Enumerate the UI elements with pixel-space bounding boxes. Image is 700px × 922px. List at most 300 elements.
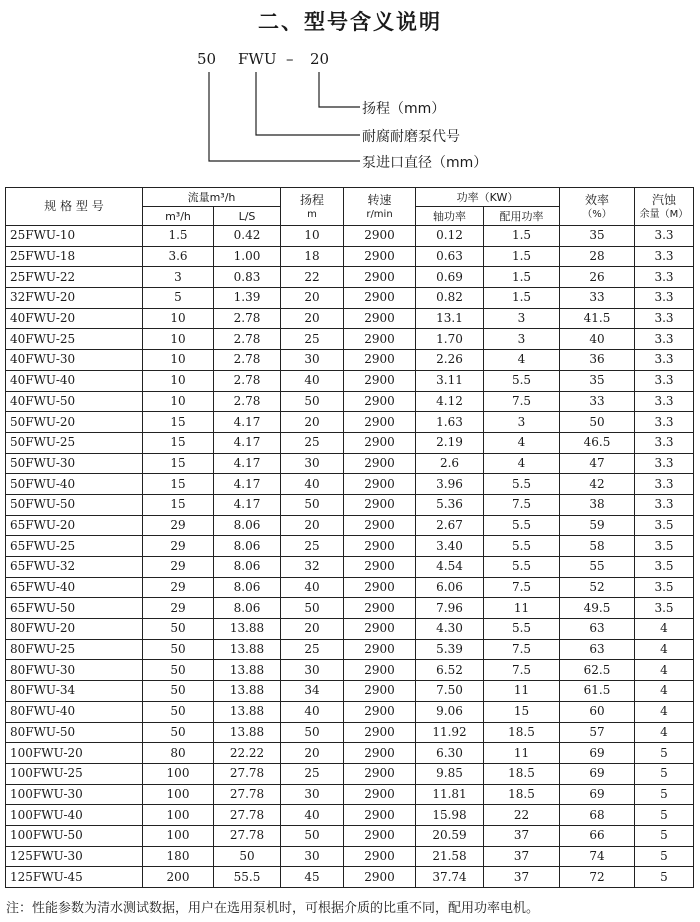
table-row <box>6 825 694 846</box>
cell-speed: 2900 <box>344 288 416 309</box>
cell-flow-ls: 27.78 <box>214 825 281 846</box>
model-code-diagram <box>0 0 700 180</box>
cell-speed: 2900 <box>344 267 416 288</box>
cell-model: 65FWU-50 <box>6 598 143 619</box>
cell-shaft-power: 4.12 <box>416 391 484 412</box>
cell-flow-m3h: 180 <box>143 846 214 867</box>
cell-flow-ls: 13.88 <box>214 639 281 660</box>
cell-head: 20 <box>281 619 344 640</box>
cell-flow-m3h: 100 <box>143 805 214 826</box>
cell-speed: 2900 <box>344 743 416 764</box>
cell-npsh: 3.3 <box>635 350 694 371</box>
cell-motor-power: 7.5 <box>484 639 560 660</box>
cell-head: 22 <box>281 267 344 288</box>
cell-model: 65FWU-40 <box>6 577 143 598</box>
table-row <box>6 288 694 309</box>
cell-model: 65FWU-25 <box>6 536 143 557</box>
cell-efficiency: 35 <box>560 370 635 391</box>
cell-npsh: 3.3 <box>635 329 694 350</box>
cell-speed: 2900 <box>344 308 416 329</box>
cell-flow-ls: 8.06 <box>214 515 281 536</box>
cell-shaft-power: 2.6 <box>416 453 484 474</box>
table-row <box>6 226 694 247</box>
cell-flow-m3h: 10 <box>143 329 214 350</box>
bracket-head-line <box>319 72 360 107</box>
cell-flow-ls: 1.00 <box>214 246 281 267</box>
cell-model: 80FWU-30 <box>6 660 143 681</box>
cell-efficiency: 61.5 <box>560 681 635 702</box>
cell-head: 20 <box>281 412 344 433</box>
table-row <box>6 701 694 722</box>
cell-flow-m3h: 3 <box>143 267 214 288</box>
cell-model: 65FWU-20 <box>6 515 143 536</box>
cell-flow-ls: 8.06 <box>214 598 281 619</box>
cell-speed: 2900 <box>344 494 416 515</box>
cell-efficiency: 28 <box>560 246 635 267</box>
cell-speed: 2900 <box>344 577 416 598</box>
cell-model: 40FWU-25 <box>6 329 143 350</box>
spec-table <box>5 187 694 888</box>
cell-efficiency: 33 <box>560 288 635 309</box>
cell-flow-ls: 27.78 <box>214 763 281 784</box>
cell-model: 100FWU-30 <box>6 784 143 805</box>
cell-shaft-power: 2.67 <box>416 515 484 536</box>
cell-efficiency: 49.5 <box>560 598 635 619</box>
cell-motor-power: 3 <box>484 329 560 350</box>
cell-efficiency: 59 <box>560 515 635 536</box>
cell-npsh: 5 <box>635 846 694 867</box>
cell-flow-ls: 50 <box>214 846 281 867</box>
cell-efficiency: 72 <box>560 867 635 888</box>
cell-speed: 2900 <box>344 619 416 640</box>
cell-motor-power: 5.5 <box>484 619 560 640</box>
cell-head: 45 <box>281 867 344 888</box>
cell-flow-ls: 13.88 <box>214 701 281 722</box>
header-head <box>281 188 344 226</box>
cell-speed: 2900 <box>344 536 416 557</box>
cell-flow-m3h: 50 <box>143 619 214 640</box>
cell-head: 25 <box>281 329 344 350</box>
cell-flow-m3h: 29 <box>143 598 214 619</box>
cell-motor-power: 22 <box>484 805 560 826</box>
cell-head: 20 <box>281 515 344 536</box>
cell-npsh: 3.3 <box>635 308 694 329</box>
page-title: 二、型号含义说明 <box>258 10 442 34</box>
cell-shaft-power: 20.59 <box>416 825 484 846</box>
cell-model: 125FWU-30 <box>6 846 143 867</box>
cell-npsh: 3.3 <box>635 412 694 433</box>
cell-motor-power: 1.5 <box>484 267 560 288</box>
cell-flow-m3h: 5 <box>143 288 214 309</box>
cell-npsh: 4 <box>635 660 694 681</box>
legend-head: 扬程（mm） <box>362 101 446 117</box>
cell-speed: 2900 <box>344 557 416 578</box>
cell-flow-m3h: 200 <box>143 867 214 888</box>
cell-flow-ls: 8.06 <box>214 557 281 578</box>
cell-shaft-power: 9.85 <box>416 763 484 784</box>
cell-flow-m3h: 100 <box>143 763 214 784</box>
spec-table-body <box>6 226 694 888</box>
cell-efficiency: 63 <box>560 619 635 640</box>
cell-model: 80FWU-34 <box>6 681 143 702</box>
cell-flow-ls: 13.88 <box>214 660 281 681</box>
cell-motor-power: 5.5 <box>484 474 560 495</box>
cell-shaft-power: 5.36 <box>416 494 484 515</box>
cell-shaft-power: 0.63 <box>416 246 484 267</box>
cell-shaft-power: 1.70 <box>416 329 484 350</box>
cell-head: 40 <box>281 474 344 495</box>
code-head: 20 <box>310 50 330 68</box>
cell-flow-m3h: 15 <box>143 432 214 453</box>
cell-flow-ls: 13.88 <box>214 722 281 743</box>
cell-speed: 2900 <box>344 867 416 888</box>
cell-flow-ls: 0.83 <box>214 267 281 288</box>
table-row <box>6 515 694 536</box>
cell-head: 30 <box>281 784 344 805</box>
cell-efficiency: 68 <box>560 805 635 826</box>
cell-speed: 2900 <box>344 722 416 743</box>
table-row <box>6 639 694 660</box>
cell-motor-power: 37 <box>484 825 560 846</box>
table-row <box>6 557 694 578</box>
cell-npsh: 4 <box>635 722 694 743</box>
cell-head: 50 <box>281 722 344 743</box>
cell-speed: 2900 <box>344 474 416 495</box>
cell-flow-ls: 13.88 <box>214 681 281 702</box>
cell-npsh: 3.3 <box>635 453 694 474</box>
cell-efficiency: 46.5 <box>560 432 635 453</box>
cell-flow-ls: 2.78 <box>214 391 281 412</box>
table-row <box>6 246 694 267</box>
header-npsh-unit: 余量（M） <box>639 209 689 220</box>
cell-shaft-power: 0.69 <box>416 267 484 288</box>
cell-model: 50FWU-40 <box>6 474 143 495</box>
cell-speed: 2900 <box>344 763 416 784</box>
cell-head: 50 <box>281 391 344 412</box>
cell-model: 25FWU-10 <box>6 226 143 247</box>
cell-flow-ls: 27.78 <box>214 805 281 826</box>
cell-flow-m3h: 50 <box>143 701 214 722</box>
cell-flow-ls: 4.17 <box>214 494 281 515</box>
header-shaft-power: 轴功率 <box>416 207 484 226</box>
cell-head: 50 <box>281 598 344 619</box>
cell-head: 18 <box>281 246 344 267</box>
header-npsh <box>635 188 694 226</box>
header-flow-m3h: m³/h <box>143 207 214 226</box>
cell-model: 50FWU-20 <box>6 412 143 433</box>
cell-model: 50FWU-50 <box>6 494 143 515</box>
cell-npsh: 3.3 <box>635 474 694 495</box>
cell-head: 30 <box>281 350 344 371</box>
cell-npsh: 3.3 <box>635 494 694 515</box>
cell-flow-ls: 2.78 <box>214 350 281 371</box>
header-efficiency <box>560 188 635 226</box>
cell-head: 30 <box>281 846 344 867</box>
cell-model: 100FWU-50 <box>6 825 143 846</box>
cell-speed: 2900 <box>344 681 416 702</box>
cell-flow-ls: 13.88 <box>214 619 281 640</box>
header-efficiency-unit: （%） <box>582 209 612 220</box>
cell-shaft-power: 2.19 <box>416 432 484 453</box>
cell-motor-power: 3 <box>484 412 560 433</box>
cell-shaft-power: 4.30 <box>416 619 484 640</box>
cell-shaft-power: 3.96 <box>416 474 484 495</box>
table-row <box>6 267 694 288</box>
cell-efficiency: 62.5 <box>560 660 635 681</box>
cell-model: 40FWU-50 <box>6 391 143 412</box>
cell-motor-power: 4 <box>484 453 560 474</box>
cell-model: 100FWU-20 <box>6 743 143 764</box>
cell-motor-power: 1.5 <box>484 246 560 267</box>
cell-motor-power: 37 <box>484 867 560 888</box>
header-power: 功率（KW） <box>416 188 560 207</box>
cell-flow-m3h: 100 <box>143 825 214 846</box>
cell-motor-power: 7.5 <box>484 391 560 412</box>
cell-efficiency: 55 <box>560 557 635 578</box>
cell-flow-m3h: 10 <box>143 350 214 371</box>
cell-head: 30 <box>281 660 344 681</box>
cell-speed: 2900 <box>344 226 416 247</box>
cell-head: 40 <box>281 701 344 722</box>
cell-shaft-power: 11.92 <box>416 722 484 743</box>
cell-flow-ls: 2.78 <box>214 370 281 391</box>
legend-diameter: 泵进口直径（mm） <box>362 155 488 171</box>
table-row <box>6 391 694 412</box>
cell-model: 40FWU-30 <box>6 350 143 371</box>
cell-efficiency: 69 <box>560 743 635 764</box>
table-row <box>6 577 694 598</box>
cell-npsh: 3.3 <box>635 391 694 412</box>
table-row <box>6 598 694 619</box>
cell-model: 80FWU-50 <box>6 722 143 743</box>
cell-speed: 2900 <box>344 432 416 453</box>
cell-npsh: 4 <box>635 701 694 722</box>
cell-flow-ls: 8.06 <box>214 536 281 557</box>
table-row <box>6 681 694 702</box>
table-row <box>6 619 694 640</box>
table-row <box>6 722 694 743</box>
table-row <box>6 784 694 805</box>
table-row <box>6 432 694 453</box>
cell-npsh: 3.3 <box>635 226 694 247</box>
header-flow: 流量m³/h <box>143 188 281 207</box>
cell-shaft-power: 6.30 <box>416 743 484 764</box>
header-speed <box>344 188 416 226</box>
cell-flow-ls: 8.06 <box>214 577 281 598</box>
cell-shaft-power: 6.06 <box>416 577 484 598</box>
cell-motor-power: 5.5 <box>484 370 560 391</box>
cell-shaft-power: 6.52 <box>416 660 484 681</box>
cell-head: 20 <box>281 288 344 309</box>
table-row <box>6 660 694 681</box>
cell-motor-power: 11 <box>484 598 560 619</box>
cell-flow-ls: 2.78 <box>214 329 281 350</box>
table-row <box>6 474 694 495</box>
cell-flow-m3h: 10 <box>143 370 214 391</box>
cell-motor-power: 11 <box>484 743 560 764</box>
cell-npsh: 4 <box>635 639 694 660</box>
cell-shaft-power: 0.12 <box>416 226 484 247</box>
cell-motor-power: 5.5 <box>484 536 560 557</box>
cell-shaft-power: 15.98 <box>416 805 484 826</box>
table-row <box>6 805 694 826</box>
table-row <box>6 350 694 371</box>
cell-model: 100FWU-40 <box>6 805 143 826</box>
cell-motor-power: 7.5 <box>484 577 560 598</box>
cell-flow-m3h: 50 <box>143 681 214 702</box>
cell-speed: 2900 <box>344 701 416 722</box>
cell-speed: 2900 <box>344 598 416 619</box>
cell-npsh: 3.5 <box>635 598 694 619</box>
cell-flow-ls: 4.17 <box>214 432 281 453</box>
cell-efficiency: 35 <box>560 226 635 247</box>
cell-efficiency: 66 <box>560 825 635 846</box>
cell-npsh: 3.5 <box>635 557 694 578</box>
cell-model: 32FWU-20 <box>6 288 143 309</box>
cell-flow-m3h: 15 <box>143 474 214 495</box>
cell-motor-power: 18.5 <box>484 784 560 805</box>
cell-head: 30 <box>281 453 344 474</box>
cell-flow-ls: 4.17 <box>214 412 281 433</box>
bracket-type-line <box>256 72 360 135</box>
cell-efficiency: 47 <box>560 453 635 474</box>
cell-npsh: 3.3 <box>635 246 694 267</box>
legend-type: 耐腐耐磨泵代号 <box>362 129 460 145</box>
cell-efficiency: 63 <box>560 639 635 660</box>
cell-shaft-power: 3.11 <box>416 370 484 391</box>
cell-npsh: 5 <box>635 784 694 805</box>
cell-head: 25 <box>281 763 344 784</box>
cell-head: 25 <box>281 639 344 660</box>
cell-shaft-power: 7.50 <box>416 681 484 702</box>
cell-head: 40 <box>281 805 344 826</box>
cell-head: 25 <box>281 536 344 557</box>
cell-model: 50FWU-25 <box>6 432 143 453</box>
cell-model: 80FWU-20 <box>6 619 143 640</box>
cell-speed: 2900 <box>344 350 416 371</box>
cell-speed: 2900 <box>344 825 416 846</box>
cell-npsh: 3.5 <box>635 515 694 536</box>
cell-flow-ls: 2.78 <box>214 308 281 329</box>
cell-motor-power: 7.5 <box>484 660 560 681</box>
cell-flow-m3h: 10 <box>143 391 214 412</box>
cell-efficiency: 52 <box>560 577 635 598</box>
cell-flow-ls: 4.17 <box>214 474 281 495</box>
cell-speed: 2900 <box>344 784 416 805</box>
cell-shaft-power: 13.1 <box>416 308 484 329</box>
cell-flow-m3h: 80 <box>143 743 214 764</box>
cell-flow-ls: 4.17 <box>214 453 281 474</box>
cell-efficiency: 41.5 <box>560 308 635 329</box>
cell-flow-m3h: 3.6 <box>143 246 214 267</box>
cell-head: 40 <box>281 577 344 598</box>
cell-npsh: 3.5 <box>635 577 694 598</box>
code-type: FWU <box>238 50 277 68</box>
cell-npsh: 4 <box>635 681 694 702</box>
cell-npsh: 3.3 <box>635 432 694 453</box>
cell-motor-power: 18.5 <box>484 763 560 784</box>
table-row <box>6 329 694 350</box>
cell-npsh: 5 <box>635 743 694 764</box>
cell-speed: 2900 <box>344 805 416 826</box>
code-diameter: 50 <box>197 50 217 68</box>
cell-model: 40FWU-40 <box>6 370 143 391</box>
cell-efficiency: 58 <box>560 536 635 557</box>
cell-shaft-power: 0.82 <box>416 288 484 309</box>
table-row <box>6 743 694 764</box>
cell-npsh: 3.5 <box>635 536 694 557</box>
cell-flow-ls: 0.42 <box>214 226 281 247</box>
cell-efficiency: 50 <box>560 412 635 433</box>
cell-efficiency: 33 <box>560 391 635 412</box>
cell-motor-power: 37 <box>484 846 560 867</box>
cell-head: 10 <box>281 226 344 247</box>
header-model: 规 格 型 号 <box>6 188 143 226</box>
cell-flow-m3h: 10 <box>143 308 214 329</box>
cell-flow-m3h: 50 <box>143 639 214 660</box>
cell-efficiency: 40 <box>560 329 635 350</box>
cell-npsh: 5 <box>635 867 694 888</box>
cell-flow-ls: 22.22 <box>214 743 281 764</box>
cell-speed: 2900 <box>344 329 416 350</box>
cell-speed: 2900 <box>344 453 416 474</box>
cell-npsh: 5 <box>635 805 694 826</box>
cell-shaft-power: 21.58 <box>416 846 484 867</box>
code-dash: – <box>286 50 294 68</box>
cell-efficiency: 69 <box>560 763 635 784</box>
cell-model: 25FWU-22 <box>6 267 143 288</box>
cell-flow-ls: 27.78 <box>214 784 281 805</box>
cell-flow-m3h: 50 <box>143 722 214 743</box>
cell-speed: 2900 <box>344 370 416 391</box>
cell-head: 34 <box>281 681 344 702</box>
table-row <box>6 308 694 329</box>
header-head-label: 扬程 <box>299 193 324 207</box>
cell-flow-m3h: 29 <box>143 577 214 598</box>
cell-efficiency: 38 <box>560 494 635 515</box>
cell-head: 50 <box>281 825 344 846</box>
cell-model: 125FWU-45 <box>6 867 143 888</box>
cell-motor-power: 5.5 <box>484 557 560 578</box>
cell-head: 20 <box>281 308 344 329</box>
cell-speed: 2900 <box>344 391 416 412</box>
cell-efficiency: 36 <box>560 350 635 371</box>
cell-speed: 2900 <box>344 246 416 267</box>
cell-head: 32 <box>281 557 344 578</box>
cell-flow-ls: 1.39 <box>214 288 281 309</box>
cell-model: 80FWU-40 <box>6 701 143 722</box>
table-row <box>6 846 694 867</box>
cell-model: 100FWU-25 <box>6 763 143 784</box>
cell-shaft-power: 2.26 <box>416 350 484 371</box>
cell-motor-power: 18.5 <box>484 722 560 743</box>
cell-efficiency: 57 <box>560 722 635 743</box>
header-head-unit: m <box>307 209 317 220</box>
table-row <box>6 453 694 474</box>
cell-motor-power: 4 <box>484 350 560 371</box>
bracket-diameter-line <box>209 72 360 161</box>
cell-motor-power: 1.5 <box>484 288 560 309</box>
cell-speed: 2900 <box>344 639 416 660</box>
cell-speed: 2900 <box>344 846 416 867</box>
cell-efficiency: 69 <box>560 784 635 805</box>
cell-npsh: 3.3 <box>635 288 694 309</box>
cell-shaft-power: 11.81 <box>416 784 484 805</box>
cell-flow-m3h: 100 <box>143 784 214 805</box>
cell-motor-power: 15 <box>484 701 560 722</box>
cell-model: 40FWU-20 <box>6 308 143 329</box>
cell-npsh: 3.3 <box>635 370 694 391</box>
